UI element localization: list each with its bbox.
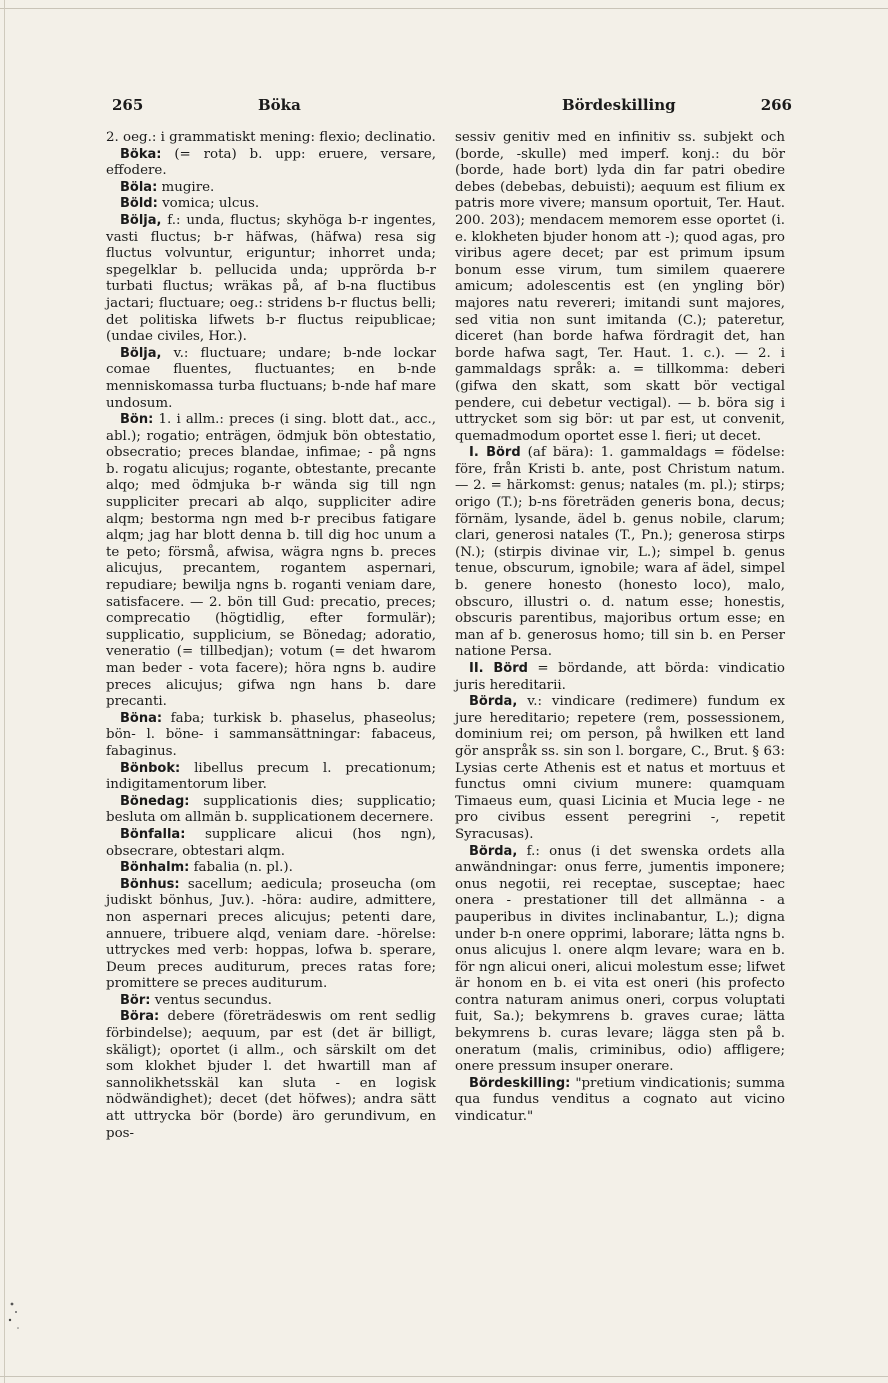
entry-headword: Böna: xyxy=(120,710,163,726)
dictionary-entry xyxy=(106,711,436,761)
dictionary-entry xyxy=(106,412,436,711)
page-header xyxy=(112,96,792,122)
dictionary-entry xyxy=(106,761,436,794)
dictionary-entry xyxy=(106,877,436,993)
entry-definition: supplicare alicui (hos ngn), obsecrare, obtestari alqm. xyxy=(106,826,436,859)
entry-definition: libellus precum l. precationum; indigitamentorum liber. xyxy=(106,760,436,793)
entry-headword: Bönbok: xyxy=(120,760,181,776)
entry-headword: Böra: xyxy=(120,1009,160,1025)
speck xyxy=(15,1311,17,1313)
dictionary-entry xyxy=(106,130,436,147)
entry-definition: "pretium vindicationis; summa qua fundus venditus a cognato aut vicino vindicatur." xyxy=(455,1075,785,1125)
entry-definition: fabalia (n. pl.). xyxy=(189,860,293,876)
entry-definition: mugire. xyxy=(157,179,215,195)
running-headword-left: Böka xyxy=(258,96,301,114)
entry-headword: Börda, xyxy=(469,694,518,710)
entry-headword: Böla: xyxy=(120,179,158,195)
entry-headword: Bönedag: xyxy=(120,793,190,809)
entry-headword: Bör: xyxy=(120,992,151,1008)
entry-headword: II. Börd xyxy=(469,661,528,676)
entry-definition: v.: vindicare (redimere) fundum ex jure hereditario; repetere (rem, possessionem, dominium rei; om person, på hwilken ett land gör anspråk ss. sin son l. borgare, C., Brut. § 63: Lysias certe Athenis est et natus et mortuus et functus omni civium munere: quamquam Timaeus eum, quasi Licinia et Mucia lege - ne pro civibus essent peregrini -, repetit Syracusas). xyxy=(455,694,785,842)
entry-definition: f.: onus (i det swenska ordets alla anwändningar: onus ferre, jumentis imponere; onus negotii, rei receptae, susceptae; haec onera - prestationer till det allmänna - a pauperibus in divites inclinabantur, L.); digna under b-n onere opprimi, laborare; lätta ngns b. onus alicujus l. onere alqm levare; wara en b. för ngn alicui oneri, alicui molestum esse; lifwet är honom en b. ei vita est oneri (his profecto contra naturam animus oneri, corpus voluptati fuit, Sa.); bekymrens b. graves curae; lätta bekymrens b. curas levare; lägga sten på b. oneratum (malis, criminibus, odio) affligere; onere pressum insuper onerare. xyxy=(455,843,785,1075)
entry-definition: vomica; ulcus. xyxy=(157,196,260,212)
entry-definition: sacellum; aedicula; proseucha (om judiskt bönhus, Juv.). -höra: audire, admittere, non aspernari preces alicujus; petenti dare, annuere, tribuere alqd, veniam dare. -hörelse: uttryckes med verb: hoppas, lofwa b. sperare, Deum preces auditurum, preces ratas fore; promittere se preces auditurum. xyxy=(106,876,436,992)
dictionary-entry xyxy=(455,661,785,694)
entry-definition: faba; turkisk b. phaselus, phaseolus; bön- l. böne- i sammansättningar: fabaceus, fabaginus. xyxy=(106,710,436,759)
dictionary-entry xyxy=(455,445,785,661)
entry-headword: Bönhus: xyxy=(120,876,180,892)
dictionary-entry xyxy=(455,694,785,843)
entry-headword: Böka: xyxy=(120,146,162,162)
entry-headword: Bönhalm: xyxy=(120,860,190,876)
entry-definition: 1. i allm.: preces (i sing. blott dat., acc., abl.); rogatio; enträgen, ödmjuk bön obtestatio, obsecratio; preces blandae, infimae; - på ngns b. rogatu alicujus; rogante, obtestante, precante alqo; med ödmjuka b-r wända sig till ngn suppliciter precari ab alqo, suppliciter adire alqm; bestorma ngn med b-r precibus fatigare alqm; jag har blott denna b. till dig hoc unum a te peto; försmå, afwisa, wägra ngns b. preces alicujus, precantem, rogantem aspernari, repudiare; bewilja ngns b. roganti veniam dare, satisfacere. — 2. bön till Gud: precatio, preces; comprecatio (högtidlig, efter formulär); supplicatio, supplicium, se Bönedag; adoratio, veneratio (= tillbedjan); votum (= det hwarom man beder - vota facere); höra ngns b. audire preces alicujus; gifwa ngn hans b. dare precanti. xyxy=(106,412,436,710)
dictionary-entry xyxy=(455,130,785,445)
entry-headword: Börda, xyxy=(469,843,518,859)
speck xyxy=(17,1327,19,1329)
dictionary-entry xyxy=(455,1076,785,1126)
entry-definition: 2. oeg.: i grammatiskt mening: flexio; declinatio. xyxy=(106,130,436,145)
entry-definition: (af bära): 1. gammaldags = födelse: före, från Kristi b. ante, post Christum natum. — 2. = härkomst: genus; natales (m. pl.); stirps; origo (T.); b-ns företräden generis bona, decus; förnäm, lysande, ädel b. genus nobile, clarum; clari, generosi natales (T., Pn.); generosa stirps (N.); (stirpis divinae vir, L.); simpel b. genus tenue, obscurum, ignobile; wara af ädel, simpel b. genere honesto (honesto loco), malo, obscuro, illustri o. d. natum esse; honestis, obscuris parentibus, majoribus ortum esse; en man af b. generosus homo; till sin b. en Perser natione Persa. xyxy=(455,445,785,660)
dictionary-entry xyxy=(106,196,436,213)
dictionary-entry xyxy=(106,1009,436,1142)
entry-definition: = bördande, att börda: vindicatio juris hereditarii. xyxy=(455,661,785,693)
entry-definition: supplicationis dies; supplicatio; besluta om allmän b. supplicationem decernere. xyxy=(106,793,436,826)
entry-definition: ventus secundus. xyxy=(150,992,272,1008)
entry-headword: I. Börd xyxy=(469,445,521,461)
entry-definition: v.: fluctuare; undare; b-nde lockar comae fluentes, fluctuantes; en b-nde menniskomassa turba fluctuans; b-nde haf mare undosum. xyxy=(106,345,436,411)
dictionary-entry xyxy=(106,860,436,877)
dictionary-entry xyxy=(106,346,436,412)
scan-edge-top xyxy=(0,8,888,9)
dictionary-entry xyxy=(106,147,436,180)
entry-headword: Bön: xyxy=(120,412,154,428)
dictionary-entry xyxy=(106,794,436,827)
entry-headword: Bölja, xyxy=(120,212,162,228)
scan-specks xyxy=(0,1290,40,1350)
dictionary-entry xyxy=(106,213,436,346)
entry-headword: Bönfalla: xyxy=(120,826,186,842)
dictionary-entry xyxy=(106,180,436,197)
dictionary-entry xyxy=(455,844,785,1076)
entry-definition: f.: unda, fluctus; skyhöga b-r ingentes, vasti fluctus; b-r häfwas, (häfwa) resa sig fluctus volvuntur, eriguntur; inhorret unda; spegelklar b. pellucida unda; upprörda b-r turbati fluctus; wräkas på, af b-na fluctibus jactari; fluctuare; oeg.: stridens b-r fluctus belli; det politiska lifwets b-r fluctus reipublicae; (undae civiles, Hor.). xyxy=(106,212,436,345)
page-number-left: 265 xyxy=(112,96,144,114)
entry-definition: sessiv genitiv med en infinitiv ss. subjekt och (borde, -skulle) med imperf. konj.: du bör (borde, hade bort) lyda din far patri obedire debes (debebas, debuisti); aequum est filium ex patris more vivere; mansum oportuit, Ter. Haut. 200. 203); mendacem memorem esse oportet (i. e. klokheten bjuder honom att -); quod agas, pro viribus agere decet; par est primum ipsum bonum esse virum, tum similem quaerere amicum; adolescentis est (en yngling bör) majores natu revereri; imitandi sunt majores, sed vitia non sunt imitanda (C.); pateretur, diceret (han borde hafwa fördragit det, han borde hafwa sagt, Ter. Haut. 1. c.). — 2. i gammaldags språk: a. = tillkomma: deberi (gifwa den skatt, som skatt bör vectigal pendere, cui debetur vectigal). — b. böra sig i uttrycket som sig bör: ut par est, ut convenit, quemadmodum oportet esse l. fieri; ut decet. xyxy=(455,130,785,444)
running-headword-right: Bördeskilling xyxy=(562,96,676,114)
left-column xyxy=(106,130,436,1142)
right-column xyxy=(455,130,785,1126)
entry-headword: Böld: xyxy=(120,196,158,212)
entry-definition: debere (företrädeswis om rent sedlig förbindelse); aequum, par est (det är billigt, skäligt); oportet (i allm., och särskilt om det som klokhet bjuder l. det hwartill man af sannolikhetsskäl kan sluta - en logisk nödwändighet); decet (det höfwes); andra sätt att uttrycka bör (borde) äro gerundivum, en pos- xyxy=(106,1009,436,1141)
scan-edge-bottom xyxy=(0,1376,888,1377)
entry-headword: Bölja, xyxy=(120,345,162,361)
entry-definition: (= rota) b. upp: eruere, versare, effodere. xyxy=(106,146,436,179)
speck xyxy=(9,1319,11,1321)
speck xyxy=(11,1303,14,1306)
dictionary-entry xyxy=(106,993,436,1010)
scan-edge-left xyxy=(4,0,5,1383)
page-number-right: 266 xyxy=(760,96,792,114)
dictionary-entry xyxy=(106,827,436,860)
entry-headword: Bördeskilling: xyxy=(469,1075,571,1091)
